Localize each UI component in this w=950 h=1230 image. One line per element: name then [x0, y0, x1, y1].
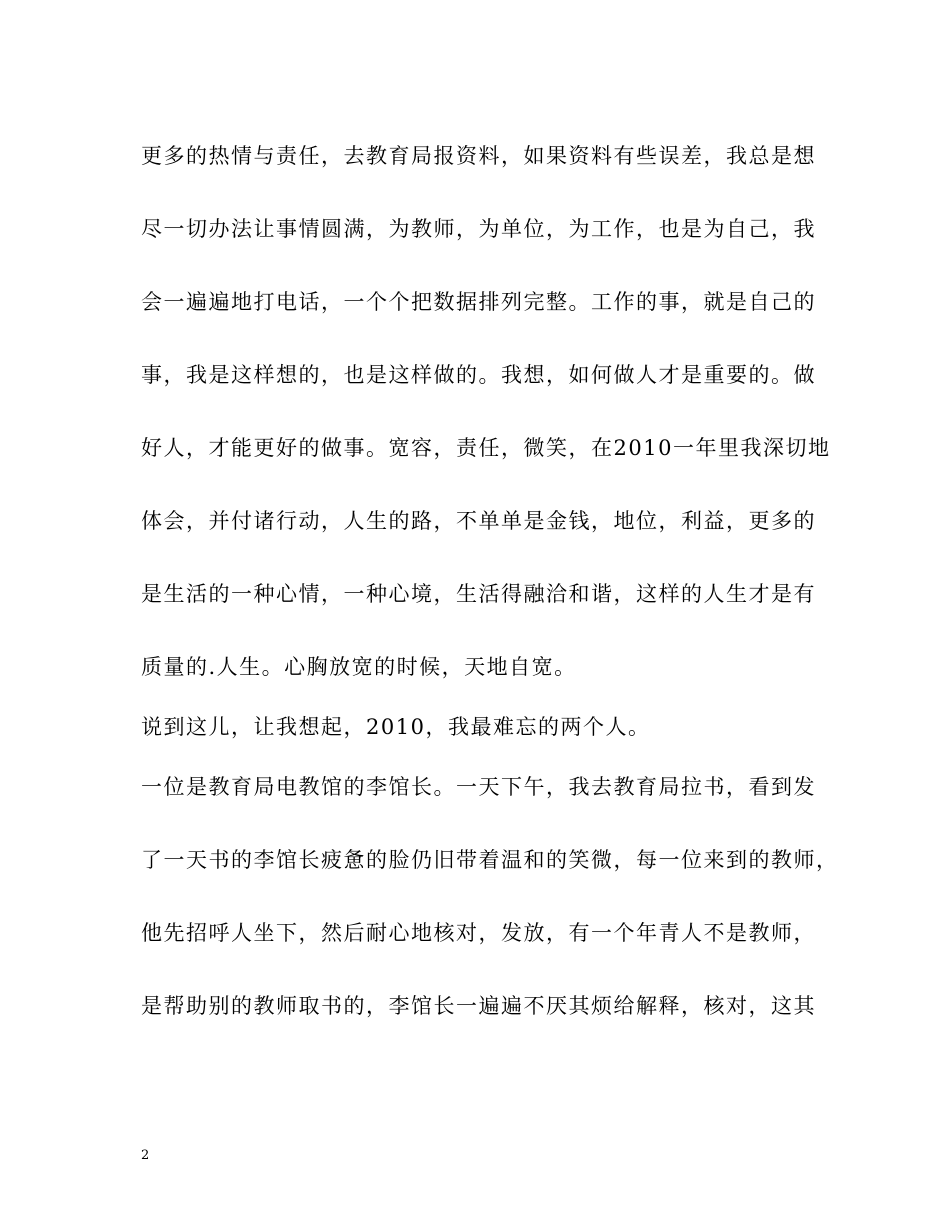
text-line: 了一天书的李馆长疲惫的脸仍旧带着温和的笑微，每一位来到的教师， — [141, 848, 839, 872]
text-line: 是帮助别的教师取书的，李馆长一遍遍不厌其烦给解释，核对，这其 — [141, 994, 816, 1018]
text-line: 他先招呼人坐下，然后耐心地核对，发放，有一个年青人不是教师， — [141, 921, 816, 945]
text-line: 更多的热情与责任，去教育局报资料，如果资料有些误差，我总是想 — [141, 144, 816, 168]
text-line: 质量的.人生。心胸放宽的时候，天地自宽。 — [141, 655, 577, 679]
text-line: 好人，才能更好的做事。宽容，责任，微笑，在2010一年里我深切地 — [141, 436, 831, 460]
page-number: 2 — [141, 1148, 150, 1163]
text-line: 会一遍遍地打电话，一个个把数据排列完整。工作的事，就是自己的 — [141, 290, 816, 314]
text-line: 尽一切办法让事情圆满，为教师，为单位，为工作，也是为自己，我 — [141, 217, 816, 241]
text-line: 体会，并付诸行动，人生的路，不单单是金钱，地位，利益，更多的 — [141, 509, 816, 533]
text-line: 事，我是这样想的，也是这样做的。我想，如何做人才是重要的。做 — [141, 363, 816, 387]
text-line: 说到这儿，让我想起，2010，我最难忘的两个人。 — [141, 715, 651, 739]
text-line: 是生活的一种心情，一种心境，生活得融洽和谐，这样的人生才是有 — [141, 582, 816, 606]
text-line: 一位是教育局电教馆的李馆长。一天下午，我去教育局拉书，看到发 — [141, 775, 816, 799]
